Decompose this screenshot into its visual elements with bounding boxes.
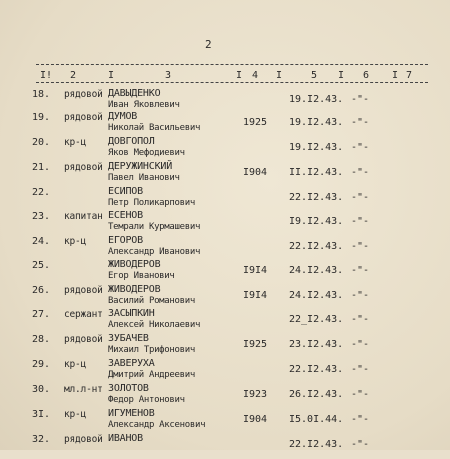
row-number: 32. bbox=[32, 434, 51, 445]
surname: ЕСЕНОВ bbox=[108, 210, 143, 221]
rank: кр-ц bbox=[64, 409, 87, 420]
surname: ЖИВОДЕРОВ bbox=[108, 259, 161, 270]
header-col-12: 7 bbox=[406, 70, 413, 81]
table-row bbox=[0, 235, 450, 261]
table-row bbox=[0, 433, 450, 459]
ditto-mark: -"- bbox=[351, 117, 370, 128]
date: 22.I2.43. bbox=[289, 439, 344, 450]
header-col-2: 2 bbox=[70, 70, 77, 81]
row-number: 21. bbox=[32, 162, 51, 173]
given-name: Иван Яковлевич bbox=[108, 100, 180, 110]
date: 24.I2.43. bbox=[289, 265, 344, 276]
header-col-9: I bbox=[338, 70, 345, 81]
given-name: Егор Иванович bbox=[108, 271, 175, 281]
surname: ЖИВОДЕРОВ bbox=[108, 284, 161, 295]
ditto-mark: -"- bbox=[351, 339, 370, 350]
row-number: 22. bbox=[32, 187, 51, 198]
table-row bbox=[0, 259, 450, 285]
rank: мл.л-нт bbox=[64, 384, 103, 395]
row-number: 30. bbox=[32, 384, 51, 395]
row-number: 28. bbox=[32, 334, 51, 345]
ditto-mark: -"- bbox=[351, 265, 370, 276]
header-col-4: 3 bbox=[165, 70, 172, 81]
header-col-6: 4 bbox=[252, 70, 259, 81]
given-name: Петр Поликарпович bbox=[108, 198, 196, 208]
date: 19.I2.43. bbox=[289, 142, 344, 153]
header-col-11: I bbox=[392, 70, 399, 81]
header-col-10: 6 bbox=[363, 70, 370, 81]
date: II.I2.43. bbox=[289, 167, 344, 178]
surname: ДАВЫДЕНКО bbox=[108, 88, 161, 99]
ditto-mark: -"- bbox=[351, 241, 370, 252]
ditto-mark: -"- bbox=[351, 142, 370, 153]
ditto-mark: -"- bbox=[351, 314, 370, 325]
table-row bbox=[0, 358, 450, 384]
date: I9.I2.43. bbox=[289, 216, 344, 227]
surname: ЗУБАЧЕВ bbox=[108, 333, 149, 344]
surname: ЗАСЫПКИН bbox=[108, 308, 155, 319]
surname: ИГУМЕНОВ bbox=[108, 408, 155, 419]
ditto-mark: -"- bbox=[351, 192, 370, 203]
row-number: 18. bbox=[32, 89, 51, 100]
surname: ДЕРУЖИНСКИЙ bbox=[108, 161, 173, 172]
header-rule-top bbox=[36, 64, 428, 65]
rank: сержант bbox=[64, 309, 103, 320]
rank: рядовой bbox=[64, 162, 103, 173]
rank: рядовой bbox=[64, 334, 103, 345]
date: 24.I2.43. bbox=[289, 290, 344, 301]
surname: ЗОЛОТОВ bbox=[108, 383, 149, 394]
given-name: Василий Романович bbox=[108, 296, 196, 306]
row-number: 23. bbox=[32, 211, 51, 222]
surname: ЗАВЕРУХА bbox=[108, 358, 155, 369]
birth-year: 1925 bbox=[243, 117, 268, 128]
rank: кр-ц bbox=[64, 137, 87, 148]
table-row bbox=[0, 111, 450, 137]
row-number: 26. bbox=[32, 285, 51, 296]
row-number: 24. bbox=[32, 236, 51, 247]
ditto-mark: -"- bbox=[351, 389, 370, 400]
ditto-mark: -"- bbox=[351, 439, 370, 450]
surname: ЕСИПОВ bbox=[108, 186, 143, 197]
rank: рядовой bbox=[64, 89, 103, 100]
ditto-mark: -"- bbox=[351, 94, 370, 105]
given-name: Темрали Курмашевич bbox=[108, 222, 201, 232]
rank: рядовой bbox=[64, 285, 103, 296]
row-number: 20. bbox=[32, 137, 51, 148]
given-name: Федор Антонович bbox=[108, 395, 185, 405]
row-number: 25. bbox=[32, 260, 51, 271]
row-number: 27. bbox=[32, 309, 51, 320]
header-col-8: 5 bbox=[311, 70, 318, 81]
date: 22.I2.43. bbox=[289, 364, 344, 375]
rank: кр-ц bbox=[64, 236, 87, 247]
rank: рядовой bbox=[64, 112, 103, 123]
given-name: Алексей Николаевич bbox=[108, 320, 201, 330]
date: 23.I2.43. bbox=[289, 339, 344, 350]
date: 19.I2.43. bbox=[289, 117, 344, 128]
header-col-5: I bbox=[236, 70, 243, 81]
ditto-mark: -"- bbox=[351, 414, 370, 425]
date: 22_I2.43. bbox=[289, 314, 344, 325]
ditto-mark: -"- bbox=[351, 167, 370, 178]
table-row bbox=[0, 333, 450, 359]
birth-year: I904 bbox=[243, 167, 268, 178]
surname: ДОВГОПОЛ bbox=[108, 136, 155, 147]
header-col-3: I bbox=[108, 70, 115, 81]
header-col-1: I! bbox=[40, 70, 53, 81]
given-name: Дмитрий Андреевич bbox=[108, 370, 196, 380]
birth-year: I904 bbox=[243, 414, 268, 425]
table-row bbox=[0, 210, 450, 236]
table-row bbox=[0, 308, 450, 334]
given-name: Николай Васильевич bbox=[108, 123, 201, 133]
header-col-7: I bbox=[276, 70, 283, 81]
table-row bbox=[0, 161, 450, 187]
table-row bbox=[0, 383, 450, 409]
date: 22.I2.43. bbox=[289, 241, 344, 252]
header-rule-bottom bbox=[36, 82, 428, 83]
birth-year: I925 bbox=[243, 339, 268, 350]
date: 22.I2.43. bbox=[289, 192, 344, 203]
ditto-mark: -"- bbox=[351, 364, 370, 375]
date: 26.I2.43. bbox=[289, 389, 344, 400]
surname: ИВАНОВ bbox=[108, 433, 143, 444]
row-number: 3I. bbox=[32, 409, 51, 420]
table-row bbox=[0, 284, 450, 310]
ditto-mark: -"- bbox=[351, 290, 370, 301]
page-number: 2 bbox=[205, 38, 212, 51]
table-row bbox=[0, 186, 450, 212]
row-number: 19. bbox=[32, 112, 51, 123]
birth-year: I923 bbox=[243, 389, 268, 400]
row-number: 29. bbox=[32, 359, 51, 370]
rank: рядовой bbox=[64, 434, 103, 445]
given-name: Александр Аксенович bbox=[108, 420, 206, 430]
table-row bbox=[0, 408, 450, 434]
surname: ДУМОВ bbox=[108, 111, 138, 122]
given-name: Павел Иванович bbox=[108, 173, 180, 183]
birth-year: I9I4 bbox=[243, 265, 268, 276]
date: I5.0I.44. bbox=[289, 414, 344, 425]
given-name: Александр Иванович bbox=[108, 247, 201, 257]
date: 19.I2.43. bbox=[289, 94, 344, 105]
rank: капитан bbox=[64, 211, 103, 222]
ditto-mark: -"- bbox=[351, 216, 370, 227]
given-name: Михаил Трифонович bbox=[108, 345, 196, 355]
rank: кр-ц bbox=[64, 359, 87, 370]
given-name: Яков Мефодиевич bbox=[108, 148, 185, 158]
table-row bbox=[0, 136, 450, 162]
birth-year: I9I4 bbox=[243, 290, 268, 301]
surname: ЕГОРОВ bbox=[108, 235, 143, 246]
